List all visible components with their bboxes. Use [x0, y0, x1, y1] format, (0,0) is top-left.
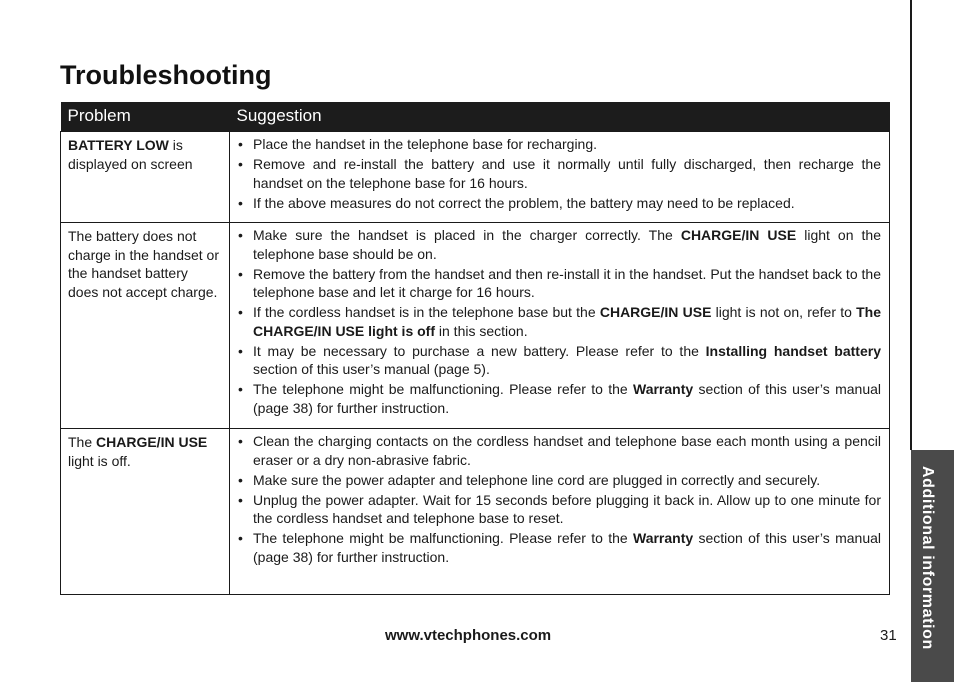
problem-cell	[61, 223, 230, 429]
suggestion-text: Place the handset in the telephone base for recharging.	[253, 136, 598, 152]
bullet-icon: •	[238, 194, 243, 211]
suggestion-list	[238, 226, 881, 417]
bullet-icon: •	[238, 471, 243, 488]
suggestion-emphasis: CHARGE/IN USE	[599, 304, 712, 320]
suggestion-list	[238, 135, 881, 212]
page-title: Troubleshooting	[60, 60, 272, 90]
suggestion-text: light on the telephone base should be on.	[253, 227, 881, 262]
column-header-problem: Problem	[61, 102, 230, 132]
suggestion-item	[238, 265, 881, 302]
suggestion-item	[238, 135, 881, 154]
suggestion-text: If the above measures do not correct the problem, the battery may need to be replaced.	[253, 194, 795, 211]
suggestion-text: Unplug the power adapter. Wait for 15 seconds before plugging it back in. Allow up to one minute for the cordless handset and telephone base to reset.	[253, 491, 881, 526]
problem-bold-text: CHARGE/IN USE	[96, 434, 208, 450]
bullet-icon: •	[238, 227, 243, 243]
suggestion-item	[238, 194, 881, 213]
problem-text: The battery does not charge in the handset or the handset battery does not accept charge.	[68, 228, 219, 300]
suggestion-text: section of this user’s manual (page 38) for further instruction.	[253, 381, 881, 416]
suggestion-text: Clean the charging contacts on the cordless handset and telephone base each month using a pencil eraser or a dry non-abrasive fabric.	[253, 433, 881, 468]
suggestion-list	[238, 432, 881, 566]
suggestion-text: section of this user’s manual (page 5).	[253, 361, 490, 377]
bullet-icon: •	[238, 381, 243, 397]
suggestion-text: Make sure the handset is placed in the charger correctly. The	[253, 227, 681, 243]
problem-cell	[61, 429, 230, 595]
suggestion-text: The telephone might be malfunctioning. Please refer to the	[253, 381, 633, 397]
suggestion-emphasis: Warranty	[633, 530, 694, 546]
suggestion-item	[238, 226, 881, 263]
suggestion-cell	[230, 132, 890, 223]
suggestion-emphasis: Warranty	[633, 381, 694, 397]
suggestion-text: Remove the battery from the handset and then re-install it in the handset. Put the handset back to the telephone base and let it charge for 16 hours.	[253, 265, 881, 300]
suggestion-item	[238, 342, 881, 379]
suggestion-emphasis: Installing handset battery	[705, 342, 881, 359]
suggestion-item	[238, 491, 881, 528]
suggestion-text: section of this user’s manual (page 38) for further instruction.	[253, 530, 881, 565]
suggestion-item	[238, 529, 881, 566]
suggestion-text: in this section.	[435, 322, 528, 339]
suggestion-item	[238, 155, 881, 192]
suggestion-item	[238, 471, 881, 490]
troubleshooting-table	[60, 102, 890, 595]
table-row	[61, 429, 890, 595]
suggestion-item	[238, 380, 881, 417]
suggestion-cell	[230, 223, 890, 429]
suggestion-item	[238, 303, 881, 340]
bullet-icon: •	[238, 265, 243, 282]
suggestion-text: The telephone might be malfunctioning. Please refer to the	[253, 530, 633, 546]
bullet-icon: •	[238, 342, 243, 359]
table-row	[61, 223, 890, 429]
suggestion-text: Remove and re-install the battery and use it normally until fully discharged, then recharge the handset on the telephone base for 16 hours.	[253, 156, 881, 191]
page-edge-rule	[910, 0, 912, 450]
suggestion-cell	[230, 429, 890, 595]
problem-bold-text: BATTERY LOW	[68, 137, 169, 153]
bullet-icon: •	[238, 433, 243, 449]
problem-text-before: The	[68, 434, 97, 450]
suggestion-emphasis: The CHARGE/IN USE light is off	[253, 304, 881, 339]
footer-website-url: www.vtechphones.com	[385, 627, 552, 644]
column-header-suggestion: Suggestion	[230, 102, 890, 132]
suggestion-text: light is not on, refer to	[711, 304, 857, 320]
bullet-icon: •	[238, 491, 243, 508]
problem-text: is displayed on screen	[68, 137, 193, 172]
suggestion-text: It may be necessary to purchase a new battery. Please refer to the	[253, 342, 706, 359]
problem-cell	[61, 132, 230, 223]
bullet-icon: •	[238, 530, 243, 546]
bullet-icon: •	[238, 156, 243, 172]
table-header-row	[61, 102, 890, 132]
suggestion-text: Make sure the power adapter and telephone line cord are plugged in correctly and securely.	[253, 471, 821, 488]
page-number: 31	[880, 627, 897, 644]
side-tab-label: Additional information	[919, 466, 936, 650]
bullet-icon: •	[238, 304, 243, 320]
table-row	[61, 132, 890, 223]
problem-text-after: light is off.	[68, 452, 131, 469]
suggestion-item	[238, 432, 881, 469]
bullet-icon: •	[238, 136, 243, 152]
suggestion-text: If the cordless handset is in the telephone base but the	[253, 304, 600, 320]
suggestion-emphasis: CHARGE/IN USE	[680, 227, 797, 243]
